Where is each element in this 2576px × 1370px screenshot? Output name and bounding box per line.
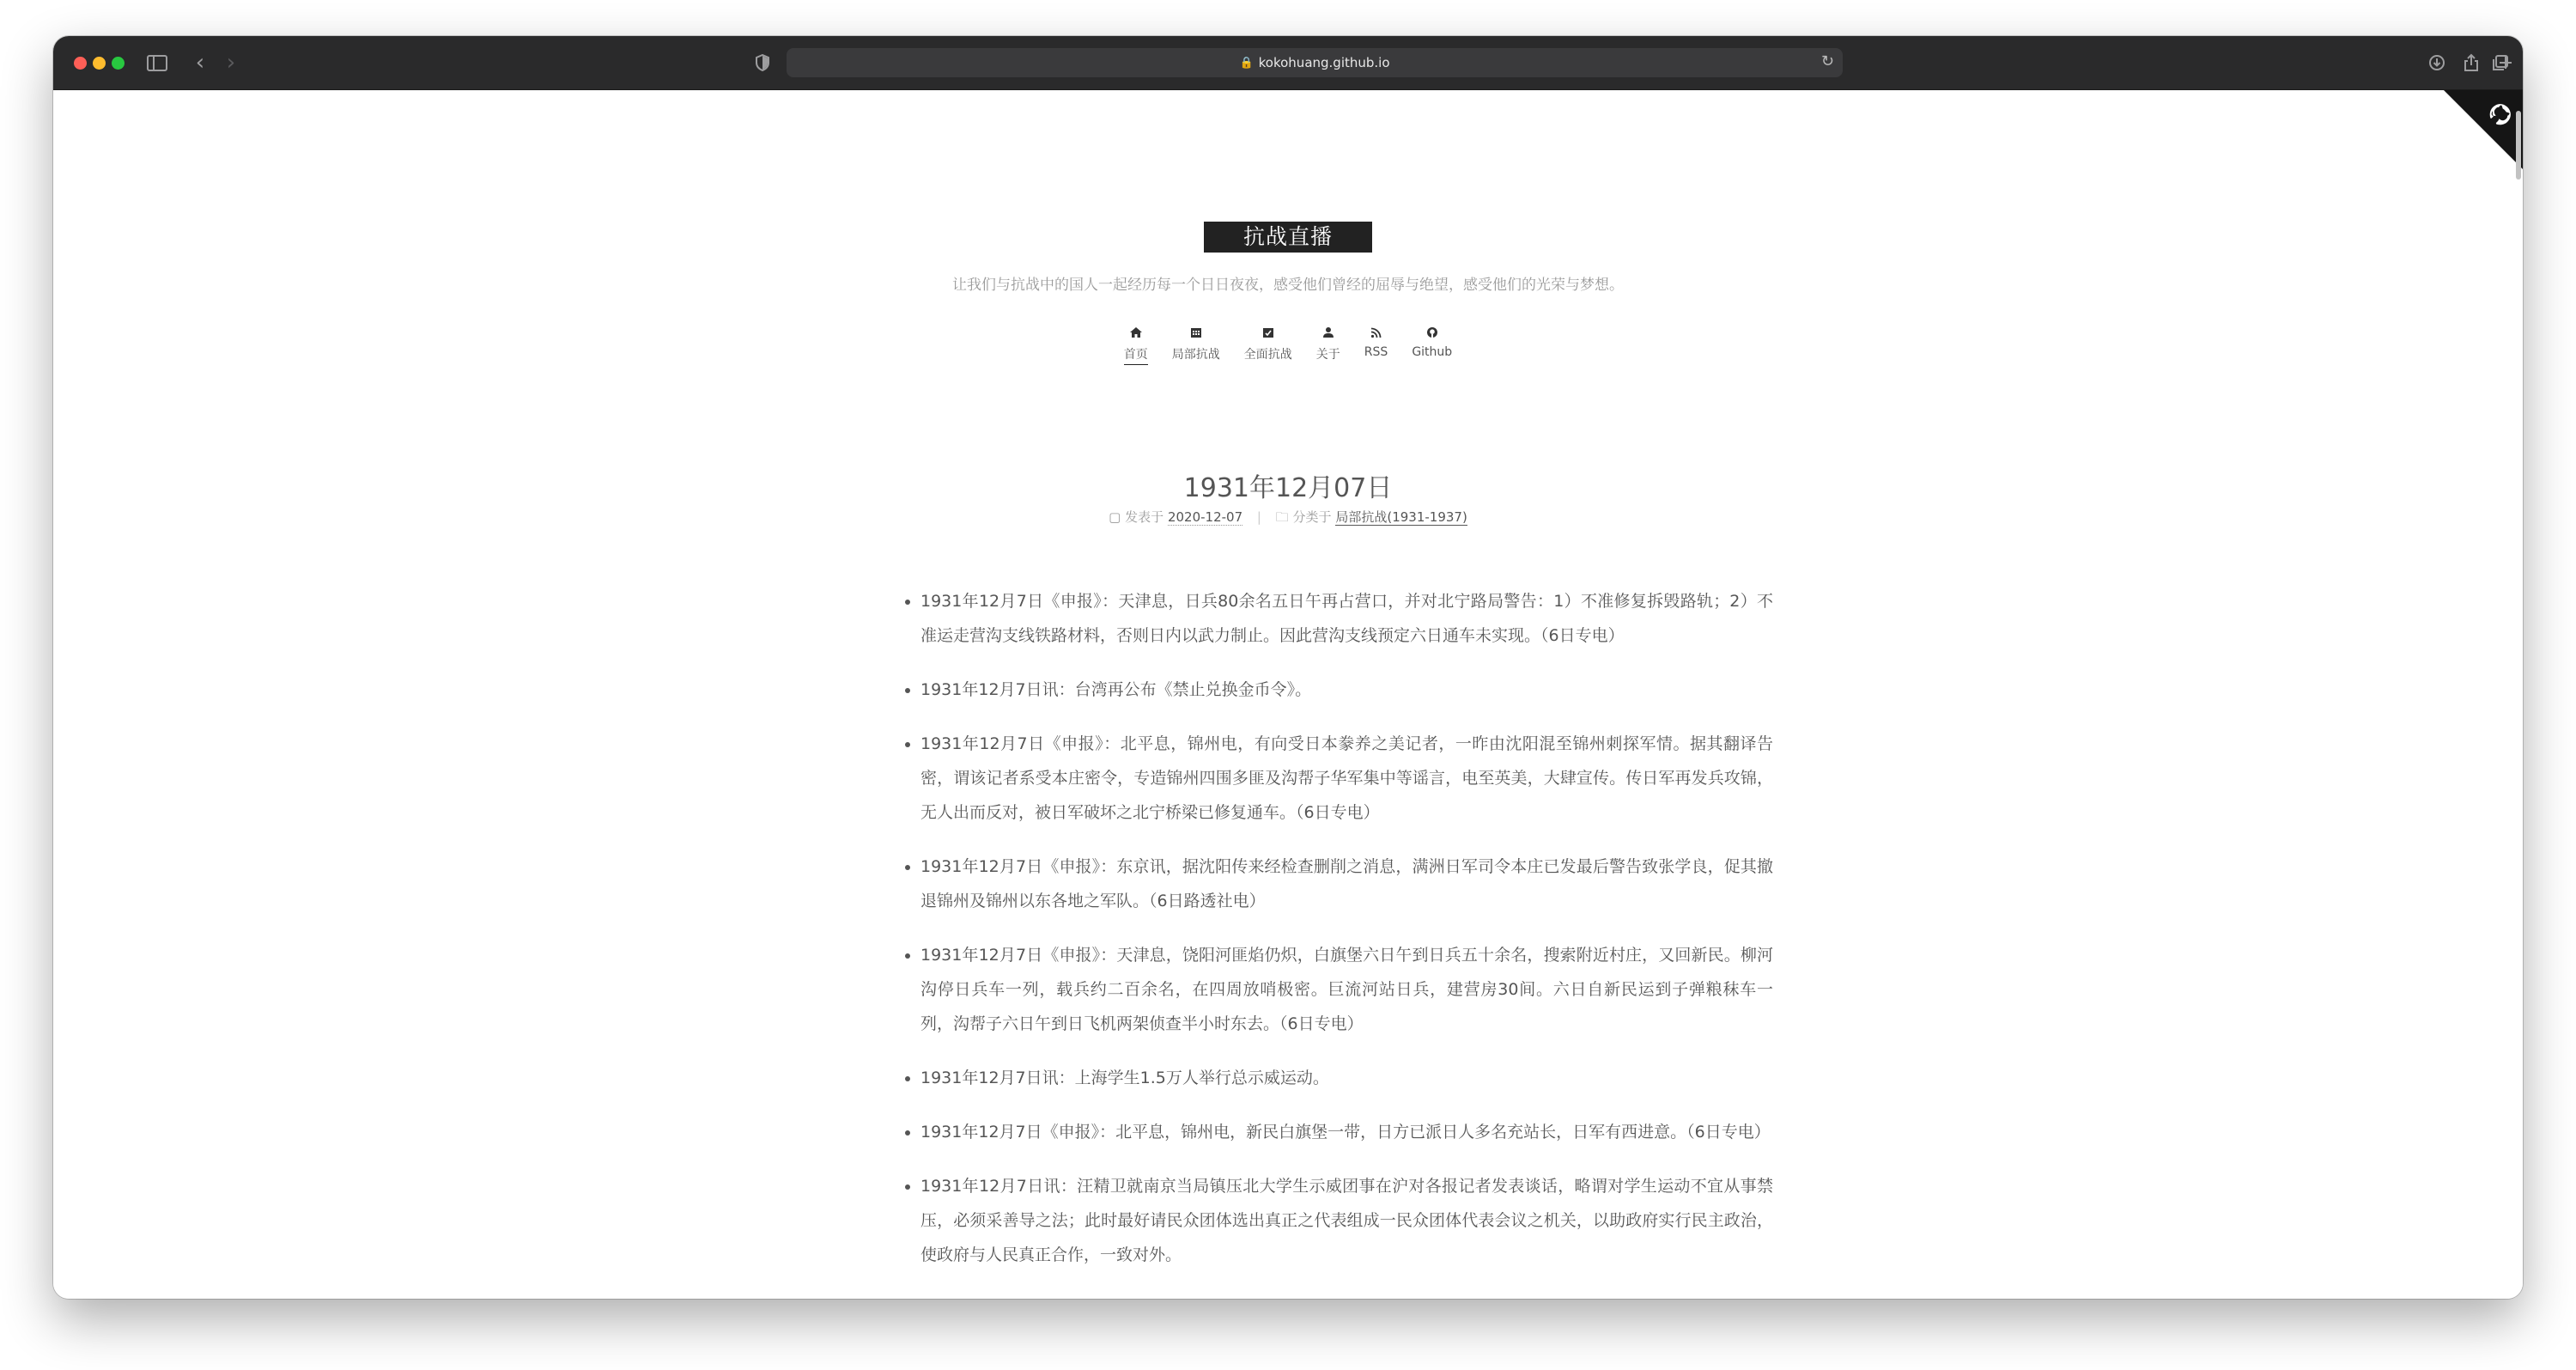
tab-overview-icon[interactable] xyxy=(2488,50,2512,76)
calendar-outline-icon: ▢ xyxy=(1109,509,1121,525)
browser-toolbar xyxy=(53,36,2523,90)
zoom-window-button[interactable] xyxy=(112,57,125,70)
post-title: 1931年12月07日 xyxy=(1183,473,1393,503)
post-list xyxy=(902,584,1773,1272)
vertical-scrollbar[interactable] xyxy=(2516,111,2521,180)
url-text: kokohuang.github.io xyxy=(1258,55,1390,70)
post-date[interactable]: 2020-12-07 xyxy=(1167,509,1243,525)
folder-icon: 🗀 xyxy=(1275,509,1289,525)
home-icon xyxy=(1129,326,1143,345)
menu-item-local-war[interactable] xyxy=(1172,326,1220,365)
sidebar-toggle-icon[interactable] xyxy=(146,50,168,76)
post-category-link[interactable]: 局部抗战(1931-1937) xyxy=(1335,509,1467,525)
rss-icon xyxy=(1370,326,1382,345)
browser-window xyxy=(53,36,2523,1299)
site-brand[interactable] xyxy=(53,222,2523,253)
calendar-icon xyxy=(1190,326,1202,345)
posted-label: 发表于 xyxy=(1125,509,1164,525)
menu-item-rss[interactable] xyxy=(1364,326,1388,365)
meta-divider: | xyxy=(1256,509,1261,525)
page-content xyxy=(53,90,2523,1299)
main-menu xyxy=(53,326,2523,365)
post-meta xyxy=(53,508,2523,530)
list-item: • 1931年12月7日《申报》：天津息，饶阳河匪焰仍炽，白旗堡六日午到日兵五十余名，搜索附近村庄，又回新民。柳河沟停日兵车一列，载兵约二百余名，在四周放哨极密。巨流河站日兵，建营房30间。六日自新民运到子弹粮秣车一列，沟帮子六日午到日飞机两架侦查半小时东去。（6日专电） xyxy=(920,938,1773,1041)
menu-item-full-war[interactable] xyxy=(1244,326,1292,365)
menu-label: 首页 xyxy=(1124,345,1148,365)
address-bar[interactable] xyxy=(787,48,1843,77)
category-label: 分类于 xyxy=(1292,509,1332,525)
privacy-shield-icon[interactable] xyxy=(750,50,775,76)
menu-label: 局部抗战 xyxy=(1171,348,1220,362)
user-icon xyxy=(1322,326,1334,345)
download-icon[interactable] xyxy=(2425,50,2449,76)
share-icon[interactable] xyxy=(2459,50,2483,76)
menu-item-github[interactable] xyxy=(1412,326,1452,365)
back-arrow-icon[interactable]: ‹ xyxy=(195,50,205,76)
list-item: • 1931年12月7日讯：汪精卫就南京当局镇压北大学生示威团事在沪对各报记者发表谈话，略谓对学生运动不宜从事禁压，必须采善导之法；此时最好请民众团体选出真正之代表组成一民众团体代表会议之机关，以助政府实行民主政治，使政府与人民真正合作，一致对外。 xyxy=(920,1169,1773,1272)
calendar-check-icon xyxy=(1262,326,1274,345)
menu-item-about[interactable] xyxy=(1316,326,1340,365)
list-item: • 1931年12月7日《申报》：北平息，锦州电，新民白旗堡一带，日方已派日人多名充站长，日军有西进意。（6日专电） xyxy=(920,1115,1773,1149)
github-icon xyxy=(1426,326,1438,345)
menu-label: 关于 xyxy=(1315,348,1340,362)
list-item: • 1931年12月7日《申报》：天津息，日兵80余名五日午再占营口，并对北宁路局警告：1）不准修复拆毁路轨；2）不准运走营沟支线铁路材料，否则日内以武力制止。因此营沟支线预定六日通车未实现。（6日专电） xyxy=(920,584,1773,653)
close-window-button[interactable] xyxy=(74,57,87,70)
menu-label: 全面抗战 xyxy=(1243,348,1292,362)
forward-arrow-icon[interactable]: › xyxy=(226,50,236,76)
menu-label: RSS xyxy=(1364,345,1388,359)
site-subtitle: 让我们与抗战中的国人一起经历每一个日日夜夜，感受他们曾经的屈辱与绝望，感受他们的光荣与梦想。 xyxy=(952,277,1624,294)
reload-icon[interactable]: ↻ xyxy=(1820,52,1834,70)
menu-item-home[interactable] xyxy=(1124,326,1148,365)
github-corner[interactable] xyxy=(2444,90,2523,169)
list-item: • 1931年12月7日讯：上海学生1.5万人举行总示威运动。 xyxy=(920,1061,1773,1095)
site-title[interactable]: 抗战直播 xyxy=(1204,222,1372,253)
post-body xyxy=(902,584,1773,1292)
minimize-window-button[interactable] xyxy=(93,57,106,70)
menu-label: Github xyxy=(1412,345,1453,359)
list-item: • 1931年12月7日《申报》：北平息，锦州电，有向受日本豢养之美记者，一昨由沈阳混至锦州刺探军情。据其翻译告密，谓该记者系受本庄密令，专造锦州四围多匪及沟帮子华军集中等谣言，电至英美，大肆宣传。传日军再发兵攻锦，无人出而反对，被日军破坏之北宁桥梁已修复通车。（6日专电） xyxy=(920,727,1773,830)
list-item: • 1931年12月7日讯：台湾再公布《禁止兑换金币令》。 xyxy=(920,673,1773,707)
lock-icon: 🔒 xyxy=(1239,56,1254,70)
list-item: • 1931年12月7日《申报》：东京讯，据沈阳传来经检查删削之消息，满洲日军司令本庄已发最后警告致张学良，促其撤退锦州及锦州以东各地之军队。（6日路透社电） xyxy=(920,849,1773,918)
